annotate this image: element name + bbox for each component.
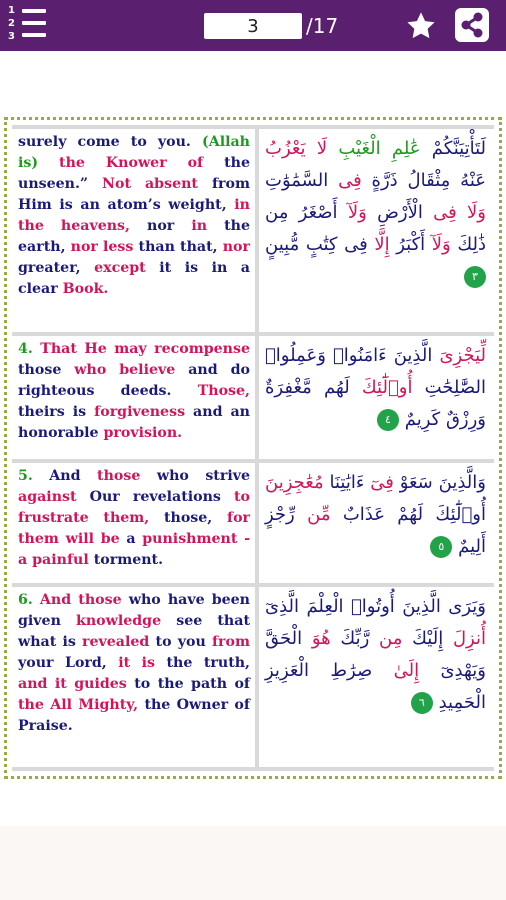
arabic-segment: رِّجْزٍ أَلِيمٌ: [265, 504, 486, 557]
bottom-area: [0, 826, 506, 900]
arabic-segment: أَصْغَرُ مِن ذَٰلِكَ: [265, 202, 486, 255]
translation-segment: Not absent: [102, 176, 198, 192]
page-number-input[interactable]: [204, 13, 302, 39]
arabic-segment: رَّبِّكَ: [330, 628, 370, 649]
translation-segment: to the path of: [126, 676, 251, 692]
bookmark-star-icon[interactable]: [405, 10, 437, 42]
translation-segment: provision.: [103, 425, 183, 441]
translation-segment: (Allah is): [18, 134, 250, 171]
arabic-segment: الَّذِينَ ءَامَنُوا۟ وَعَمِلُوا۟ الصَّٰلِحَٰتِ: [265, 345, 486, 398]
translation-segment: 5.: [18, 468, 33, 484]
top-toolbar: [0, 0, 506, 51]
translation-segment: and do righteous deeds.: [18, 362, 250, 399]
share-icon: [455, 8, 489, 42]
arabic-segment: عَنْهُ مِثْقَالُ ذَرَّةٍ: [361, 170, 486, 191]
translation-segment: and it guides: [18, 676, 127, 692]
arabic-segment: لَتَأْتِيَنَّكُمْ: [420, 138, 486, 159]
arabic-segment: وَالَّذِينَ سَعَوْ: [393, 472, 486, 493]
translation-segment: than that,: [133, 239, 223, 255]
arabic-segment: أُنزِلَ: [443, 628, 487, 649]
dotted-page-border: [4, 117, 502, 779]
translation-segment: a: [119, 531, 143, 547]
translation-segment: in: [191, 218, 208, 234]
translation-segment: theirs is: [18, 404, 95, 420]
arabic-segment: وَلَآ: [337, 202, 367, 223]
translation-segment: it is: [118, 655, 156, 671]
arabic-segment: وَلَا فِى: [422, 202, 487, 223]
translation-segment: and an honorable: [18, 404, 250, 441]
translation-segment: torment.: [88, 552, 164, 568]
translation-segment: see that what is: [18, 613, 250, 650]
translation-segment: the unseen.”: [18, 155, 250, 192]
translation-segment: And: [32, 468, 98, 484]
share-button[interactable]: [455, 8, 489, 42]
translation-segment: nor: [222, 239, 250, 255]
translation-segment: punishment - a painful: [18, 531, 250, 568]
arabic-segment: السَّمَٰوَٰتِ: [265, 170, 329, 191]
translation-segment: except: [94, 260, 146, 276]
translation-segment: in the heavens,: [18, 197, 250, 234]
arabic-segment: مِن: [369, 628, 403, 649]
menu-number-3: 3: [8, 31, 15, 42]
arabic-segment: صِرَٰطِ الْعَزِيزِ الْحَمِيدِ: [265, 660, 486, 713]
translation-segment: from Him is an atom’s weight,: [18, 176, 250, 213]
translation-segment: forgiveness: [94, 404, 186, 420]
menu-line: [22, 33, 46, 37]
arabic-segment: أُو۟لَٰٓئِكَ: [349, 377, 413, 398]
arabic-segment: إِلَىٰ: [372, 660, 420, 681]
menu-number-1: 1: [8, 5, 15, 16]
arabic-segment: مِّن: [294, 504, 331, 525]
arabic-segment: لِّيَجْزِىَ: [432, 345, 486, 366]
arabic-segment: عَٰلِمِ الْغَيْبِ: [327, 138, 421, 159]
arabic-segment: أُو۟لَٰٓئِكَ لَهُمْ عَذَابٌ: [330, 504, 486, 525]
index-menu-icon[interactable]: [8, 6, 48, 44]
translation-segment: greater,: [18, 260, 95, 276]
translation-segment: the truth,: [155, 655, 250, 671]
translation-segment: those,: [149, 510, 227, 526]
translation-segment: surely come to you.: [18, 134, 202, 150]
arabic-segment: فِى كِتَٰبٍ مُّبِينٍ: [265, 234, 368, 255]
translation-segment: revealed: [82, 634, 150, 650]
arabic-segment: هُوَ: [302, 628, 331, 649]
translation-segment: the Knower of: [38, 155, 204, 171]
translation-segment: against: [18, 489, 77, 505]
translation-segment: those: [97, 468, 141, 484]
translation-segment: nor less: [70, 239, 134, 255]
arabic-segment: الْحَقَّ وَيَهْدِىٓ: [265, 628, 486, 681]
translation-segment: Our revelations: [76, 489, 234, 505]
arabic-segment: لَا يَعْزُبُ: [265, 138, 328, 159]
arabic-segment: وَيَرَى الَّذِينَ أُوتُوا۟ الْعِلْمَ الَّذِىٓ: [265, 596, 486, 617]
translation-segment: the All Mighty,: [18, 697, 139, 713]
menu-line: [22, 9, 46, 13]
translation-segment: nor: [129, 218, 192, 234]
arabic-segment: إِلَيْكَ: [402, 628, 444, 649]
arabic-segment: أَكْبَرُ: [389, 234, 426, 255]
translation-segment: for them will be: [18, 510, 251, 547]
translation-segment: That He may recompense: [32, 341, 250, 357]
translation-segment: who believe: [74, 362, 176, 378]
arabic-segment: فِىٓ: [364, 472, 394, 493]
ayah-number-marker: ٤: [377, 409, 399, 431]
menu-line: [22, 21, 46, 25]
arabic-segment: مُعَٰجِزِينَ: [265, 472, 324, 493]
translation-segment: your Lord,: [18, 655, 119, 671]
ayah-number-marker: ٦: [411, 692, 433, 714]
translation-segment: to you: [149, 634, 212, 650]
translation-segment: 4.: [18, 341, 33, 357]
translation-segment: who have been given: [18, 592, 250, 629]
translation-segment: it is in a clear: [18, 260, 250, 297]
arabic-segment: لَهُم مَّغْفِرَةٌ وَرِزْقٌ كَرِيمٌ: [265, 377, 486, 430]
translation-segment: to frustrate them,: [18, 489, 250, 526]
translation-segment: those: [18, 362, 75, 378]
translation-segment: And those: [32, 592, 122, 608]
translation-segment: from: [211, 634, 251, 650]
arabic-segment: ءَايَٰتِنَا: [323, 472, 365, 493]
page-total-label: /17: [306, 14, 339, 38]
translation-segment: who strive: [140, 468, 250, 484]
arabic-segment: إِلَّا: [367, 234, 390, 255]
translation-segment: Those,: [197, 383, 250, 399]
arabic-segment: الْأَرْضِ: [366, 202, 423, 223]
arabic-segment: فِى: [328, 170, 362, 191]
translation-segment: knowledge: [76, 613, 162, 629]
translation-segment: the Owner of Praise.: [18, 697, 250, 734]
menu-number-2: 2: [8, 18, 15, 29]
translation-segment: 6.: [18, 592, 33, 608]
arabic-segment: وَلَآ: [425, 234, 451, 255]
ayah-number-marker: ٥: [430, 536, 452, 558]
ayah-number-marker: ٣: [464, 266, 486, 288]
translation-segment: the earth,: [18, 218, 250, 255]
translation-segment: Book.: [62, 281, 109, 297]
